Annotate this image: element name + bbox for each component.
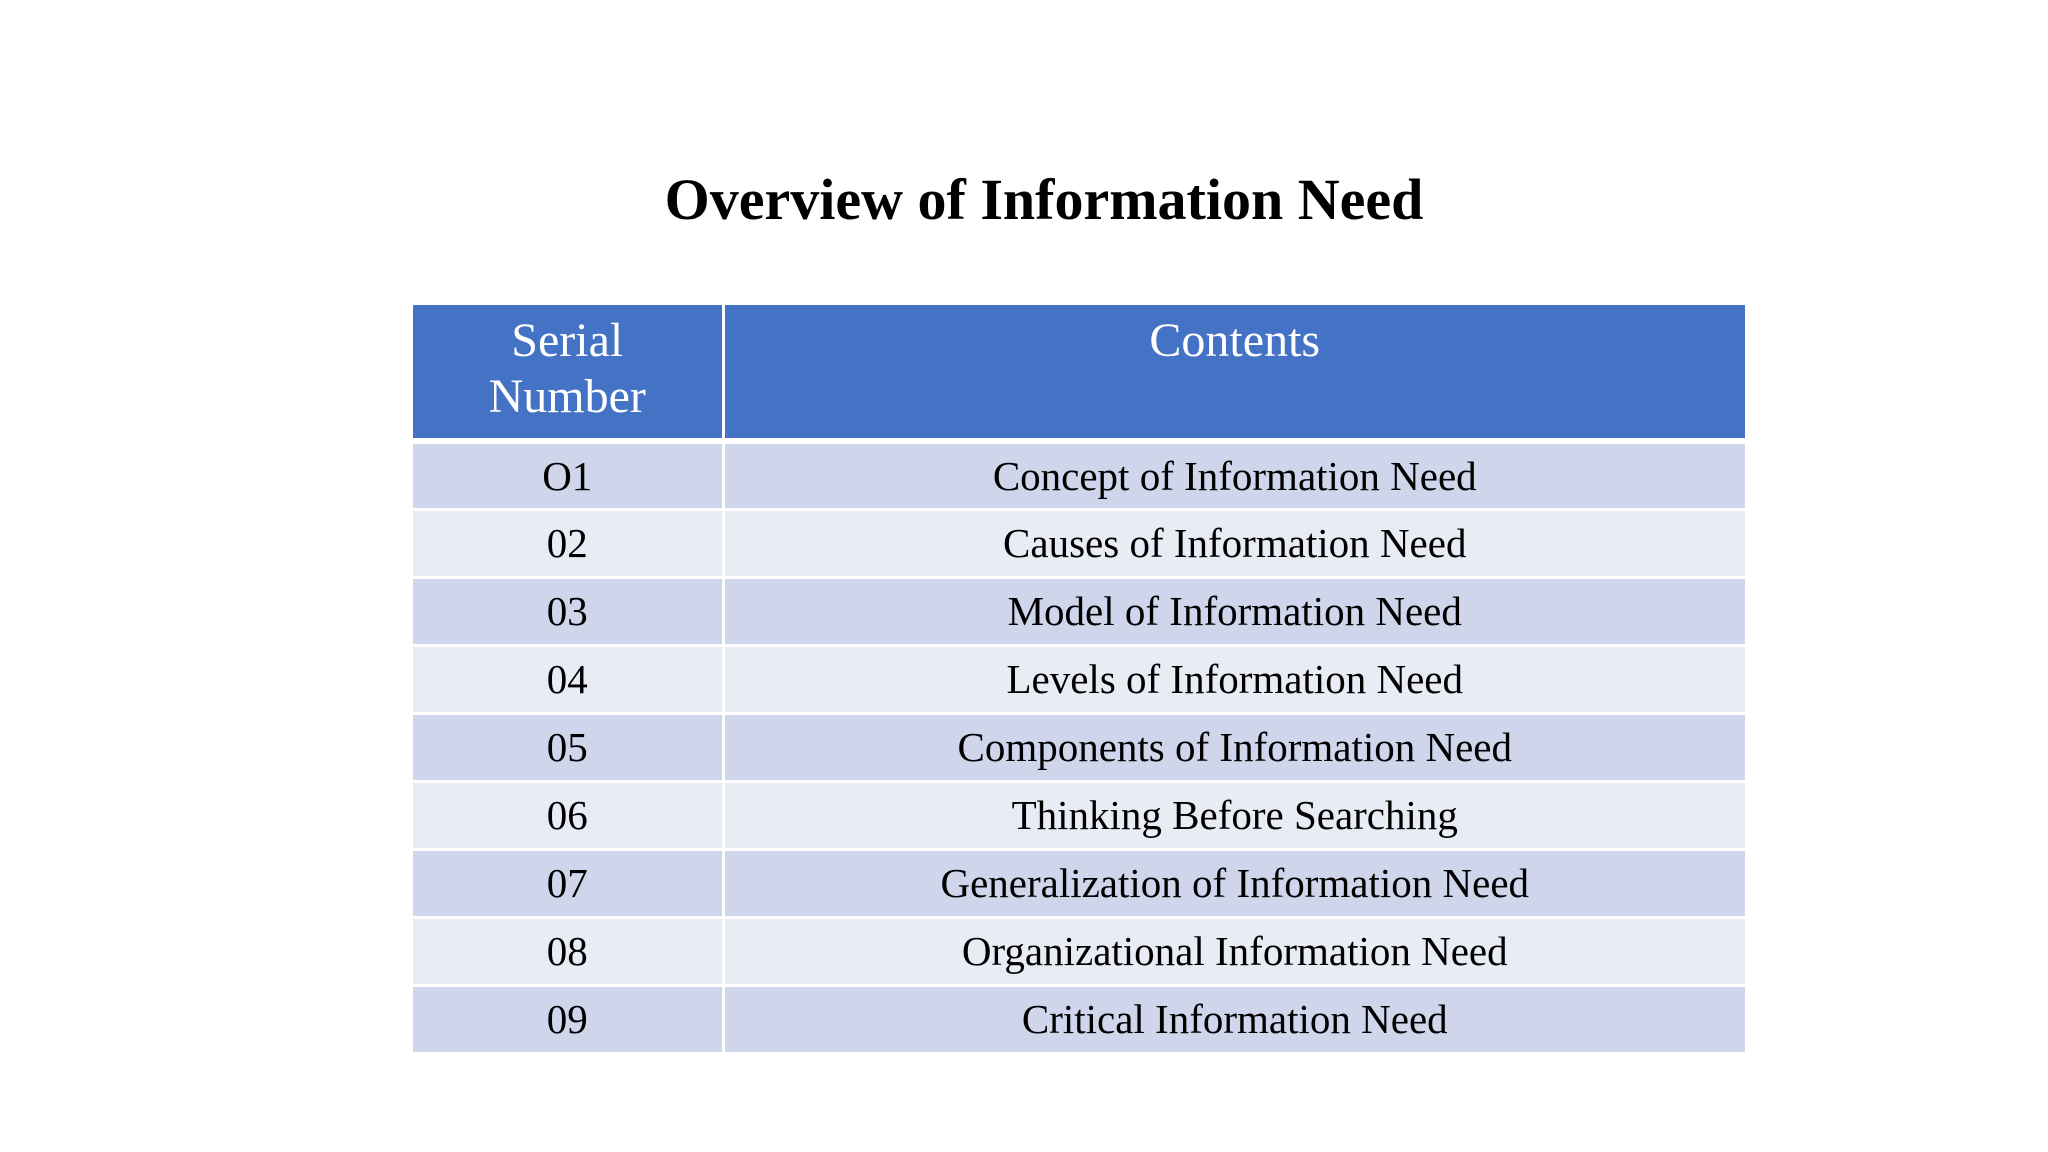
content-cell: Model of Information Need <box>723 577 1745 645</box>
serial-cell: 02 <box>413 509 723 577</box>
serial-cell: 07 <box>413 849 723 917</box>
serial-cell: 09 <box>413 985 723 1053</box>
serial-cell: 04 <box>413 645 723 713</box>
serial-cell: O1 <box>413 441 723 509</box>
table-row <box>413 917 1745 985</box>
content-cell: Generalization of Information Need <box>723 849 1745 917</box>
content-cell: Levels of Information Need <box>723 645 1745 713</box>
content-cell: Components of Information Need <box>723 713 1745 781</box>
table-row <box>413 849 1745 917</box>
serial-cell: 06 <box>413 781 723 849</box>
table-row <box>413 441 1745 509</box>
table-header-row <box>413 305 1745 441</box>
header-serial-number: Serial Number <box>413 305 723 441</box>
table-row <box>413 509 1745 577</box>
content-cell: Critical Information Need <box>723 985 1745 1053</box>
slide-title: Overview of Information Need <box>664 167 1424 232</box>
table-row <box>413 645 1745 713</box>
serial-cell: 05 <box>413 713 723 781</box>
header-contents: Contents <box>723 305 1745 441</box>
table-row <box>413 713 1745 781</box>
contents-table <box>413 305 1745 1055</box>
contents-table-wrapper <box>413 305 1745 1055</box>
table-row <box>413 577 1745 645</box>
content-cell: Organizational Information Need <box>723 917 1745 985</box>
content-cell: Causes of Information Need <box>723 509 1745 577</box>
serial-cell: 03 <box>413 577 723 645</box>
serial-cell: 08 <box>413 917 723 985</box>
content-cell: Concept of Information Need <box>723 441 1745 509</box>
table-row <box>413 985 1745 1053</box>
content-cell: Thinking Before Searching <box>723 781 1745 849</box>
table-row <box>413 781 1745 849</box>
